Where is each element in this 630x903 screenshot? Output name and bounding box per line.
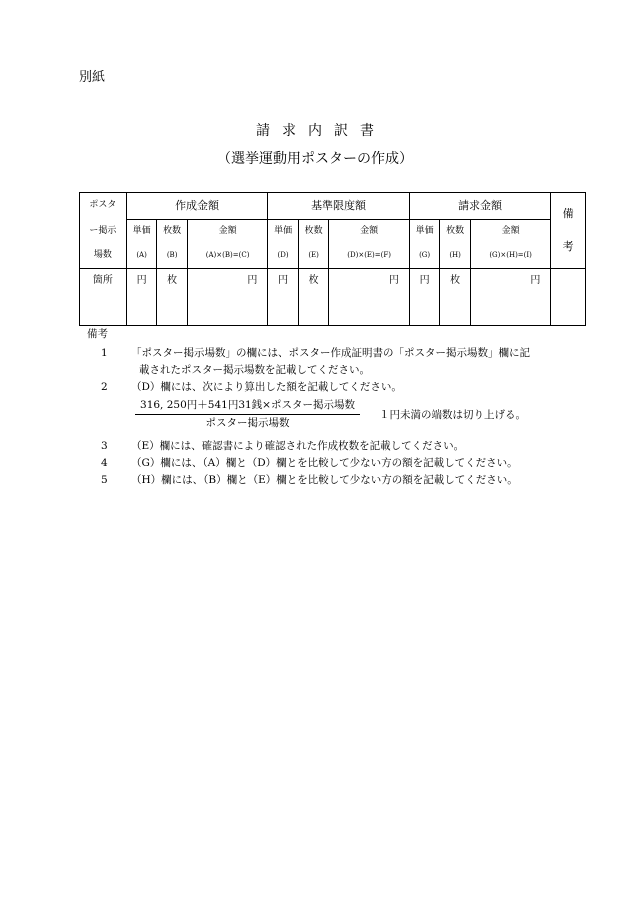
col-code-a: (A) — [126, 244, 157, 269]
claim-breakdown-table — [79, 192, 586, 326]
annex-label: 別紙 — [79, 70, 106, 85]
document-subtitle: （選挙運動用ポスターの作成） — [217, 151, 413, 167]
col-code-b: (B) — [157, 244, 188, 269]
note-item-1 — [79, 345, 579, 379]
note-text: （G）欄には、（A）欄と（D）欄とを比較して少ない方の額を記載してください。 — [131, 457, 518, 469]
table-entry-row — [80, 269, 586, 326]
col-code-i: (G)×(H)=(I) — [470, 244, 550, 269]
table-header-row-groups — [80, 193, 586, 220]
note-text: （E）欄には、確認書により確認された作成枚数を記載してください。 — [131, 440, 465, 452]
document-title: 請求内訳書 — [256, 123, 386, 139]
note-text: （H）欄には、（B）欄と（E）欄とを比較して少ない方の額を記載してください。 — [131, 474, 518, 486]
col-code-g: (G) — [409, 244, 440, 269]
note-text-continued: 載されたポスター掲示場数を記載してください。 — [139, 364, 370, 376]
note-number: 4 — [101, 457, 108, 469]
col-label-count-b: 枚数 — [157, 220, 188, 245]
notes-section — [79, 326, 579, 489]
group-header-creation-amount: 作成金額 — [126, 193, 267, 220]
formula-denominator: ポスター掲示場数 — [205, 417, 290, 429]
remarks-char-2: 考 — [562, 239, 574, 253]
note-item-5 — [79, 472, 579, 489]
entry-count-b[interactable]: 枚 — [157, 269, 188, 326]
group-header-standard-limit: 基準限度額 — [268, 193, 410, 220]
note-text: 「ポスター掲示場数」の欄には、ポスター作成証明書の「ポスター掲示場数」欄に記 — [131, 347, 530, 359]
formula-fraction — [135, 398, 360, 431]
entry-remarks[interactable] — [551, 269, 586, 326]
note-text: （D）欄には、次により算出した額を記載してください。 — [131, 381, 402, 393]
col-label-unit-price-g: 単価 — [409, 220, 440, 245]
note-number: 3 — [101, 440, 108, 452]
notes-title: 備考 — [87, 328, 108, 340]
col-code-h: (H) — [440, 244, 471, 269]
table-header-row-labels — [80, 220, 586, 245]
table-header-row-codes — [80, 244, 586, 269]
limit-formula — [79, 398, 579, 434]
stub-cell-line-2: ー掲示 — [80, 220, 127, 245]
col-label-count-h: 枚数 — [440, 220, 471, 245]
note-number: 2 — [101, 381, 108, 393]
formula-rounding-note: １円未満の端数は切り上げる。 — [379, 409, 526, 421]
formula-numerator: 316, 250円＋541円31銭×ポスター掲示場数 — [135, 398, 360, 415]
entry-unit-price-g[interactable]: 円 — [409, 269, 440, 326]
group-header-claim-amount: 請求金額 — [409, 193, 550, 220]
entry-stub-unit[interactable]: 箇所 — [80, 269, 127, 326]
note-item-2 — [79, 379, 579, 396]
note-item-3 — [79, 438, 579, 455]
remarks-char-1: 備 — [562, 206, 574, 220]
col-code-c: (A)×(B)=(C) — [187, 244, 267, 269]
col-label-amount-c: 金額 — [187, 220, 267, 245]
entry-amount-f[interactable]: 円 — [329, 269, 409, 326]
entry-amount-i[interactable]: 円 — [470, 269, 550, 326]
entry-amount-c[interactable]: 円 — [187, 269, 267, 326]
remarks-column-header — [551, 193, 586, 269]
col-code-f: (D)×(E)=(F) — [329, 244, 409, 269]
stub-cell-line-1: ポスタ — [80, 193, 127, 220]
entry-unit-price-a[interactable]: 円 — [126, 269, 157, 326]
entry-count-h[interactable]: 枚 — [440, 269, 471, 326]
col-code-e: (E) — [298, 244, 329, 269]
stub-cell-line-3: 場数 — [80, 244, 127, 269]
entry-unit-price-d[interactable]: 円 — [268, 269, 299, 326]
note-number: 1 — [101, 347, 108, 359]
col-label-unit-price-a: 単価 — [126, 220, 157, 245]
col-label-count-e: 枚数 — [298, 220, 329, 245]
col-label-amount-f: 金額 — [329, 220, 409, 245]
entry-count-e[interactable]: 枚 — [298, 269, 329, 326]
col-label-amount-i: 金額 — [470, 220, 550, 245]
col-label-unit-price-d: 単価 — [268, 220, 299, 245]
col-code-d: (D) — [268, 244, 299, 269]
note-item-4 — [79, 455, 579, 472]
note-number: 5 — [101, 474, 108, 486]
